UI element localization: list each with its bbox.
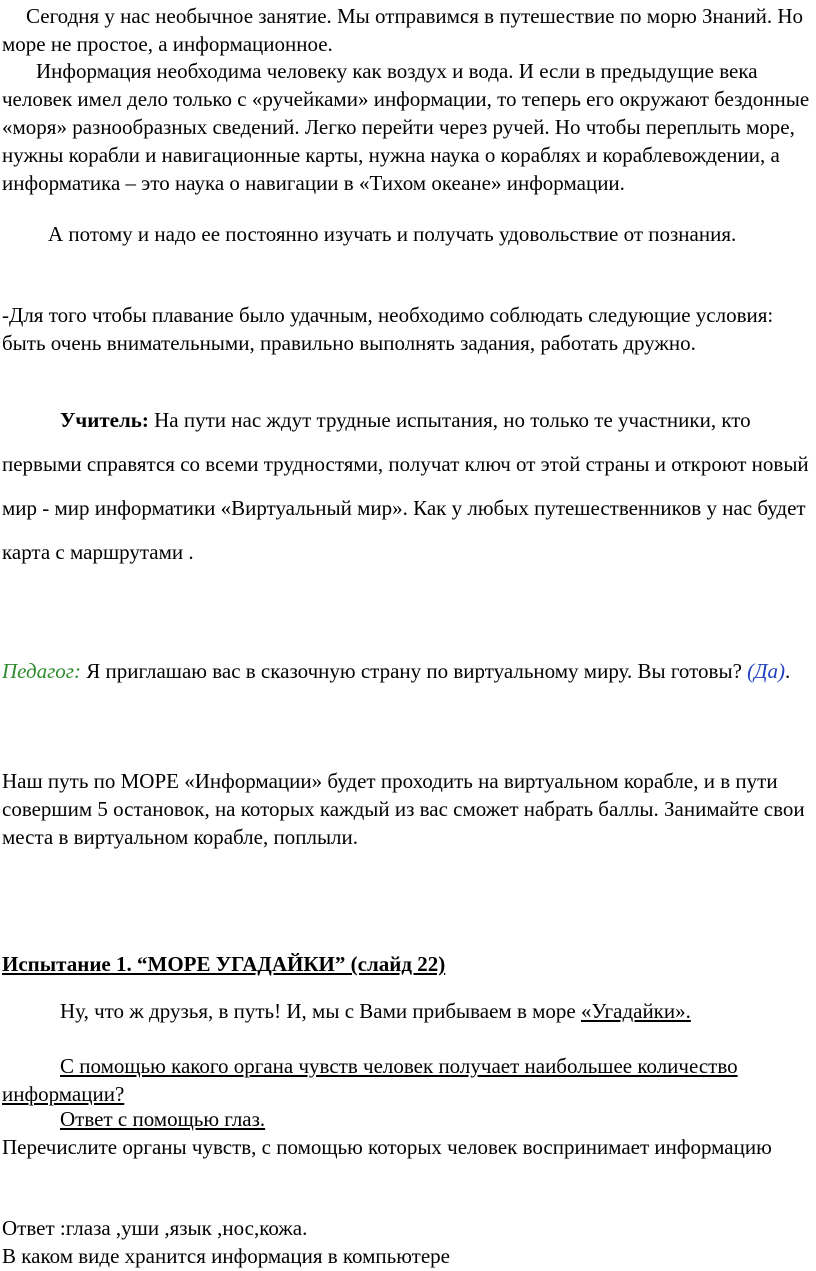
test1-heading: Испытание 1. “МОРЕ УГАДАЙКИ” (слайд 22) xyxy=(2,952,446,976)
conditions-paragraph: -Для того чтобы плавание было удачным, необходимо соблюдать следующие условия: быть очень внимательными, правильно выполнять задания, работать дружно. xyxy=(2,303,774,355)
pedagog-answer: (Да) xyxy=(747,659,785,683)
intro-paragraph-3: А потому и надо ее постоянно изучать и получать удовольствие от познания. xyxy=(48,222,737,246)
route-paragraph: Наш путь по МОРЕ «Информации» будет проходить на виртуальном корабле, и в пути совершим 5 остановок, на которых каждый из вас сможет набрать баллы. Занимайте свои места в виртуальном корабле, поплыли. xyxy=(2,769,805,849)
test1-intro-link: «Угадайки». xyxy=(580,999,691,1023)
test1-intro xyxy=(2,997,814,1025)
pedagog-label: Педагог: xyxy=(2,659,81,683)
pedagog-text: Я приглашаю вас в сказочную страну по виртуальному миру. Вы готовы? xyxy=(80,659,748,683)
teacher-text: На пути нас ждут трудные испытания, но только те участники, кто первыми справятся со всеми трудностями, получат ключ от этой страны и откроют новый мир - мир информатики «Виртуальный мир». Как у любых путешественников у нас будет карта с маршрутами . xyxy=(2,408,809,564)
teacher-paragraph xyxy=(2,398,814,574)
teacher-label: Учитель: xyxy=(60,408,149,432)
test1-question-1: С помощью какого органа чувств человек получает наибольшее количество информации? xyxy=(2,1054,738,1106)
intro-paragraph-2: Информация необходима человеку как воздух и вода. И если в предыдущие века человек имел дело только с «ручейками» информации, то теперь его окружают бездонные «моря» разнообразных сведений. Легко перейти через ручей. Но чтобы переплыть море, нужны корабли и навигационные карты, нужна наука о кораблях и кораблевождении, а информатика – это наука о навигации в «Тихом океане» информации. xyxy=(2,59,810,195)
test1-intro-text: Ну, что ж друзья, в путь! И, мы с Вами прибываем в море xyxy=(60,999,581,1023)
test1-answer-1: Ответ с помощью глаз. xyxy=(60,1107,266,1131)
pedagog-end: . xyxy=(785,659,791,683)
test1-question-3: В каком виде хранится информация в компьютере xyxy=(2,1244,450,1268)
pedagog-paragraph xyxy=(2,657,814,685)
intro-paragraph-1: Сегодня у нас необычное занятие. Мы отправимся в путешествие по морю Знаний. Но море не простое, а информационное. xyxy=(2,4,803,56)
test1-answer-2: Ответ :глаза ,уши ,язык ,нос,кожа. xyxy=(2,1216,308,1240)
test1-question-2: Перечислите органы чувств, с помощью которых человек воспринимает информацию xyxy=(2,1135,772,1159)
